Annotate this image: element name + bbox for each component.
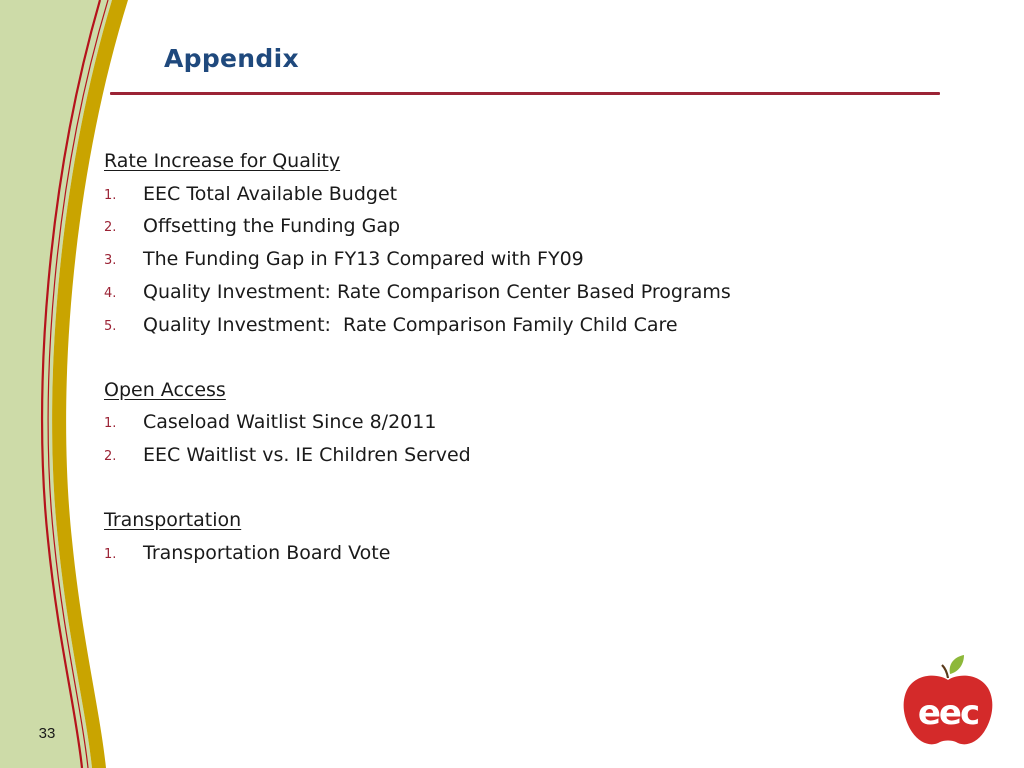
list-item[interactable] [104, 178, 904, 211]
list-number: 5. [104, 318, 117, 334]
title-divider [110, 92, 940, 95]
list-item-text: Caseload Waitlist Since 8/2011 [143, 411, 437, 434]
list-item[interactable] [104, 406, 904, 439]
logo-text: eec [917, 693, 979, 733]
list-number: 2. [104, 220, 117, 236]
list-number: 4. [104, 285, 117, 301]
list-number: 1. [104, 187, 117, 203]
page-number: 33 [38, 725, 56, 742]
list-item[interactable] [104, 439, 904, 472]
section-rate-increase [104, 145, 904, 341]
section-heading[interactable]: Transportation [104, 509, 242, 532]
list-item[interactable] [104, 210, 904, 243]
apple-stem-icon [942, 665, 948, 678]
list-item-text: Quality Investment: Rate Comparison Center Based Programs [143, 280, 731, 303]
apple-leaf-icon [950, 655, 964, 674]
list-item-text: Transportation Board Vote [143, 541, 391, 564]
list-item[interactable] [104, 243, 904, 276]
list-item[interactable] [104, 309, 904, 342]
appendix-content [104, 145, 904, 602]
list-number: 2. [104, 449, 117, 464]
list-item-text: EEC Total Available Budget [143, 182, 398, 205]
list-item[interactable] [104, 276, 904, 309]
list-item-text: EEC Waitlist vs. IE Children Served [143, 444, 471, 466]
list-item-text: Offsetting the Funding Gap [143, 215, 401, 238]
list-number: 1. [104, 416, 117, 432]
section-open-access [104, 374, 904, 472]
section-heading[interactable]: Open Access [104, 378, 226, 401]
list-item-text: The Funding Gap in FY13 Compared with FY09 [143, 248, 584, 270]
eec-logo [898, 652, 998, 748]
section-heading[interactable]: Rate Increase for Quality [104, 150, 341, 172]
list-item-text: Quality Investment: Rate Comparison Family Child Care [143, 313, 678, 336]
list-item[interactable] [104, 537, 904, 570]
slide-title: Appendix [164, 44, 299, 73]
section-transportation [104, 504, 904, 569]
list-number: 3. [104, 253, 117, 268]
list-number: 1. [104, 546, 117, 562]
